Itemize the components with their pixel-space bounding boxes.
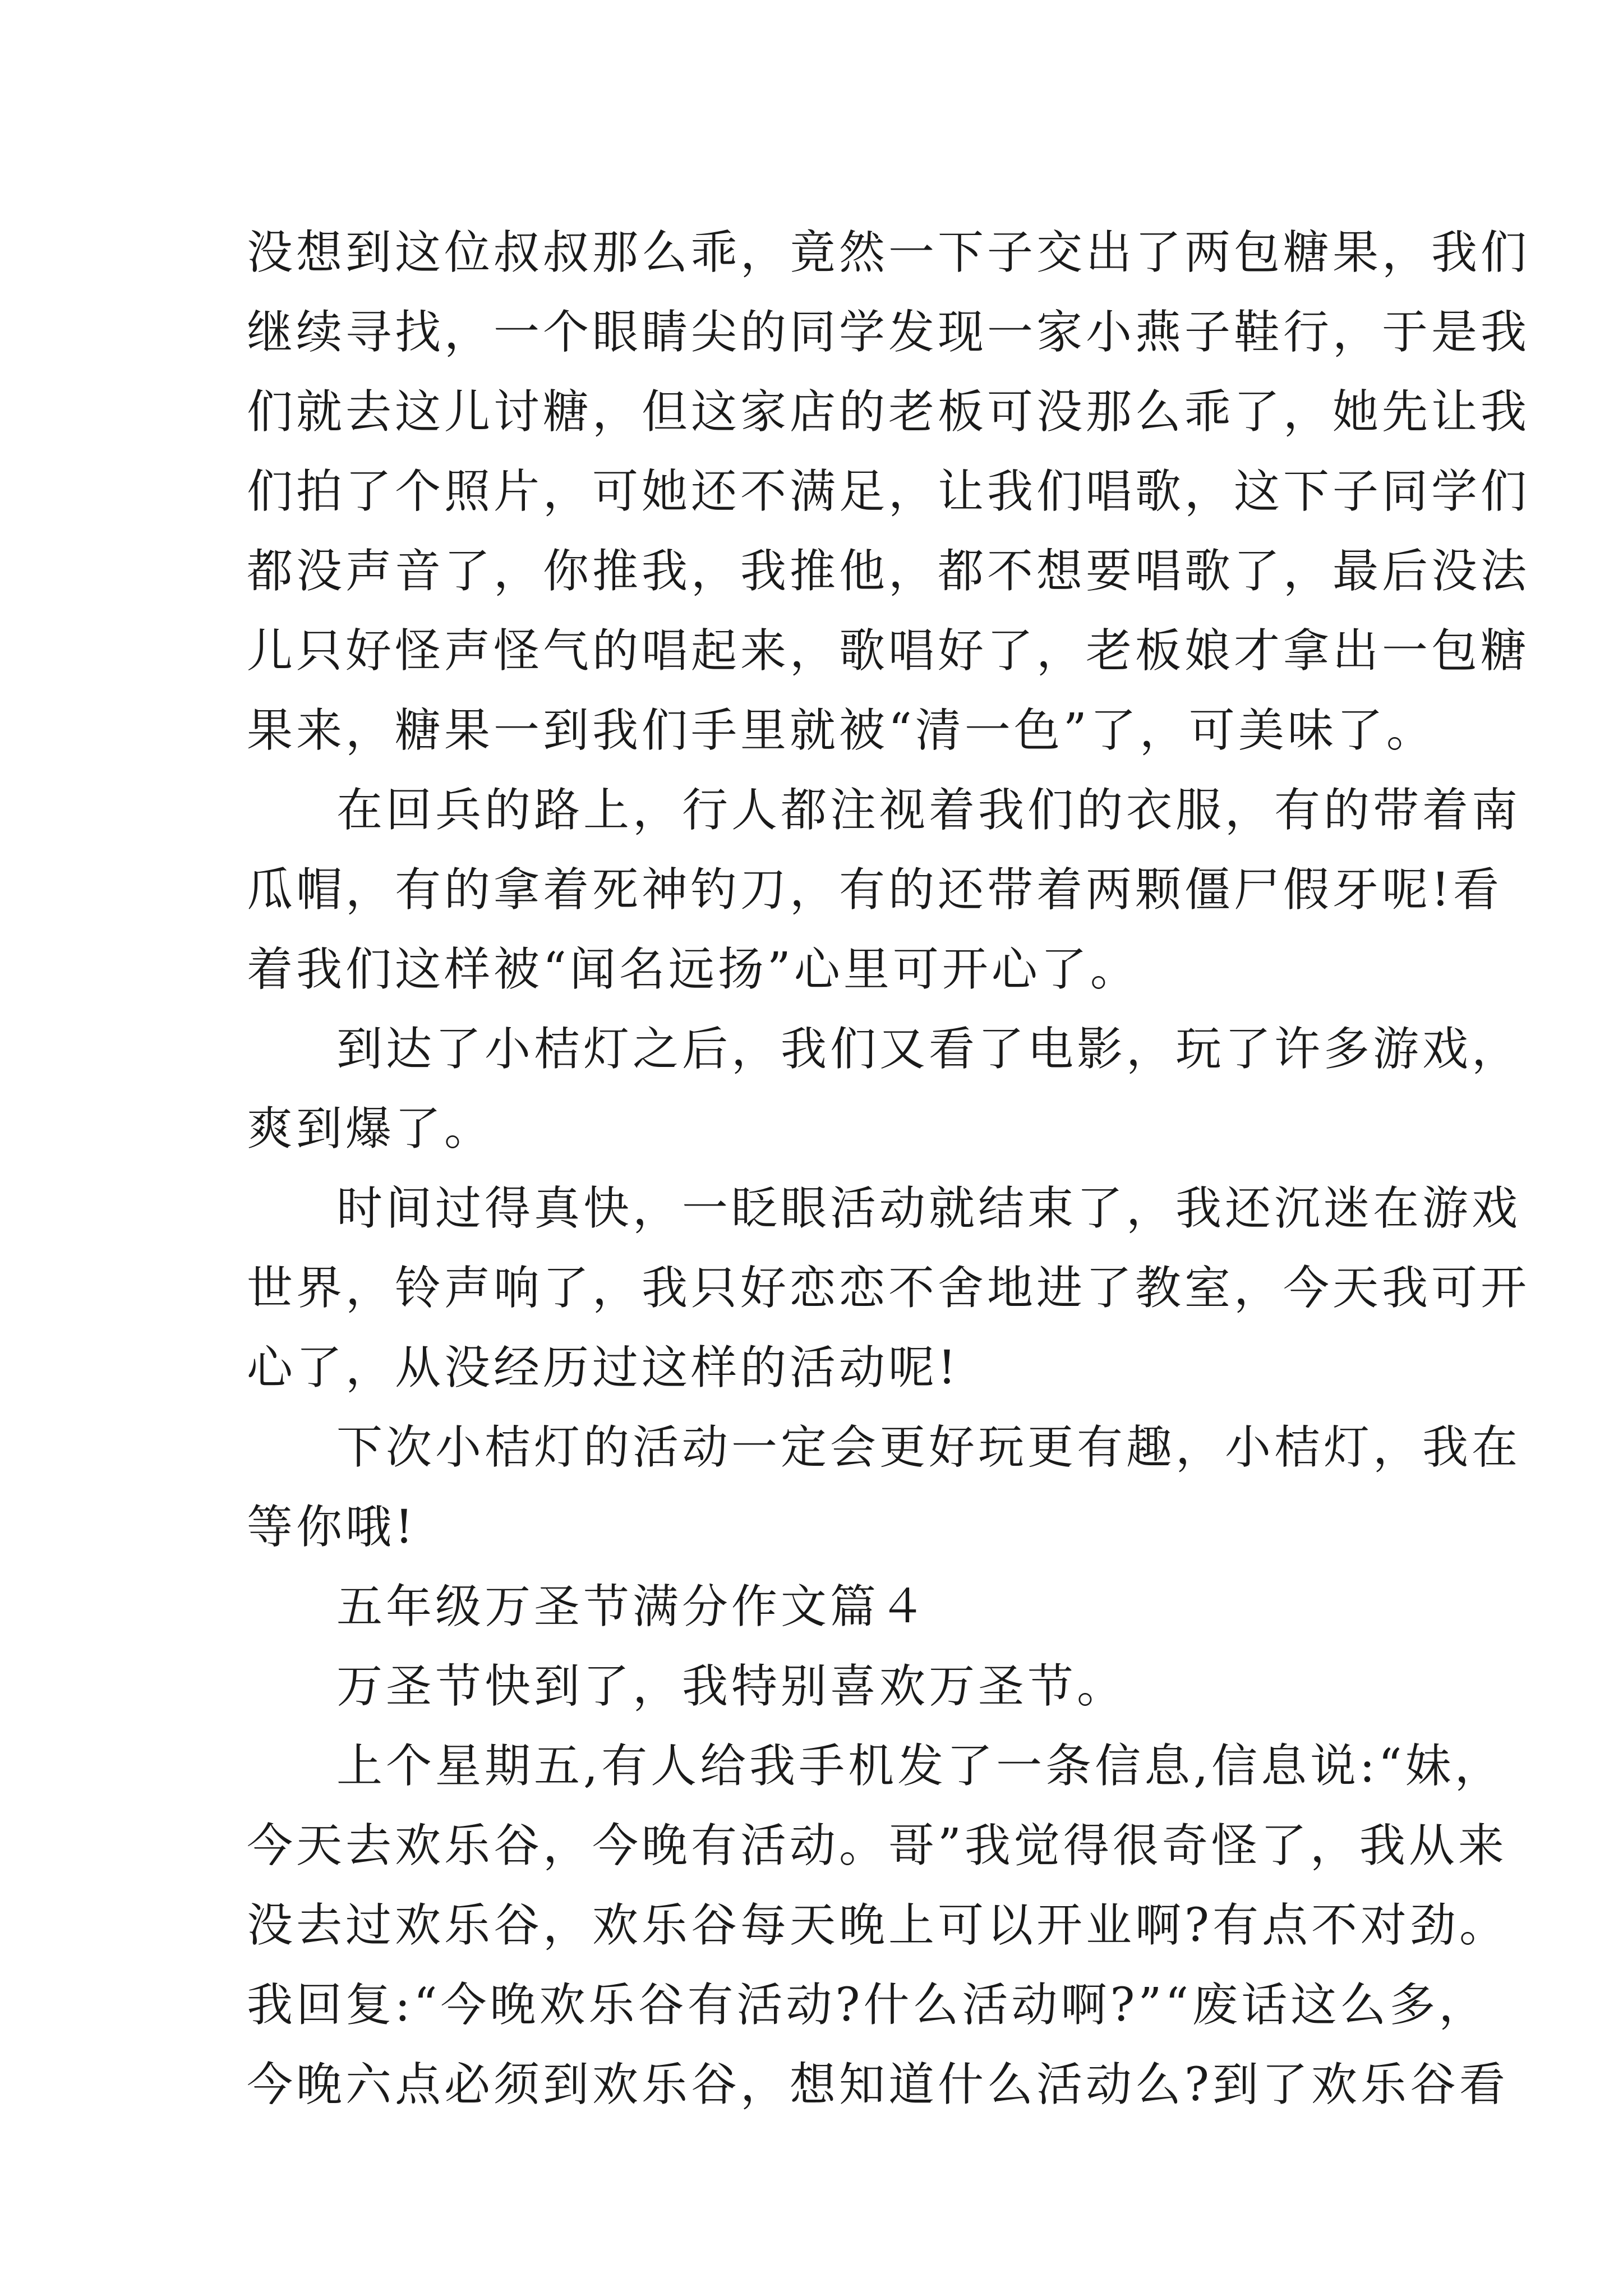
text-line: 继续寻找，一个眼睛尖的同学发现一家小燕子鞋行，于是我 — [247, 306, 1530, 359]
text-line: 下次小桔灯的活动一定会更好玩更有趣，小桔灯，我在 — [336, 1421, 1521, 1474]
text-line: 们就去这儿讨糖，但这家店的老板可没那么乖了，她先让我 — [247, 385, 1530, 439]
text-line: 等你哦! — [247, 1501, 417, 1554]
document-body — [247, 213, 1530, 2125]
text-line: 儿只好怪声怪气的唱起来，歌唱好了，老板娘才拿出一包糖 — [247, 624, 1530, 678]
text-line: 到达了小桔灯之后，我们又看了电影，玩了许多游戏， — [336, 1023, 1521, 1076]
text-line: 果来，糖果一到我们手里就被“清一色”了，可美味了。 — [247, 704, 1436, 757]
text-line: 时间过得真快，一眨眼活动就结束了，我还沉迷在游戏 — [336, 1182, 1521, 1235]
text-line: 五年级万圣节满分作文篇４ — [336, 1580, 929, 1634]
text-line: 爽到爆了。 — [247, 1102, 494, 1156]
text-line: 世界，铃声响了，我只好恋恋不舍地进了教室，今天我可开 — [247, 1262, 1530, 1315]
text-line: 没去过欢乐谷，欢乐谷每天晚上可以开业啊?有点不对劲。 — [247, 1899, 1509, 1952]
text-line: 在回兵的路上，行人都注视着我们的衣服，有的带着南 — [336, 784, 1521, 837]
text-line: 万圣节快到了，我特别喜欢万圣节。 — [336, 1660, 1127, 1713]
text-line: 们拍了个照片，可她还不满足，让我们唱歌，这下子同学们 — [247, 465, 1530, 518]
text-line: 心了，从没经历过这样的活动呢! — [247, 1341, 960, 1395]
text-line: 瓜帽，有的拿着死神钓刀，有的还带着两颗僵尸假牙呢!看 — [247, 863, 1502, 917]
text-line: 上个星期五,有人给我手机发了一条信息,信息说:“妹， — [336, 1740, 1504, 1793]
text-line: 今天去欢乐谷，今晚有活动。哥”我觉得很奇怪了，我从来 — [247, 1819, 1507, 1872]
text-line: 没想到这位叔叔那么乖，竟然一下子交出了两包糖果，我们 — [247, 226, 1530, 279]
text-line: 着我们这样被“闻名远扬”心里可开心了。 — [247, 943, 1140, 996]
text-line: 我回复:“今晚欢乐谷有活动?什么活动啊?”“废话这么多， — [247, 1978, 1488, 2032]
text-line: 今晚六点必须到欢乐谷，想知道什么活动么?到了欢乐谷看 — [247, 2058, 1509, 2111]
text-line: 都没声音了，你推我，我推他，都不想要唱歌了，最后没法 — [247, 545, 1530, 598]
